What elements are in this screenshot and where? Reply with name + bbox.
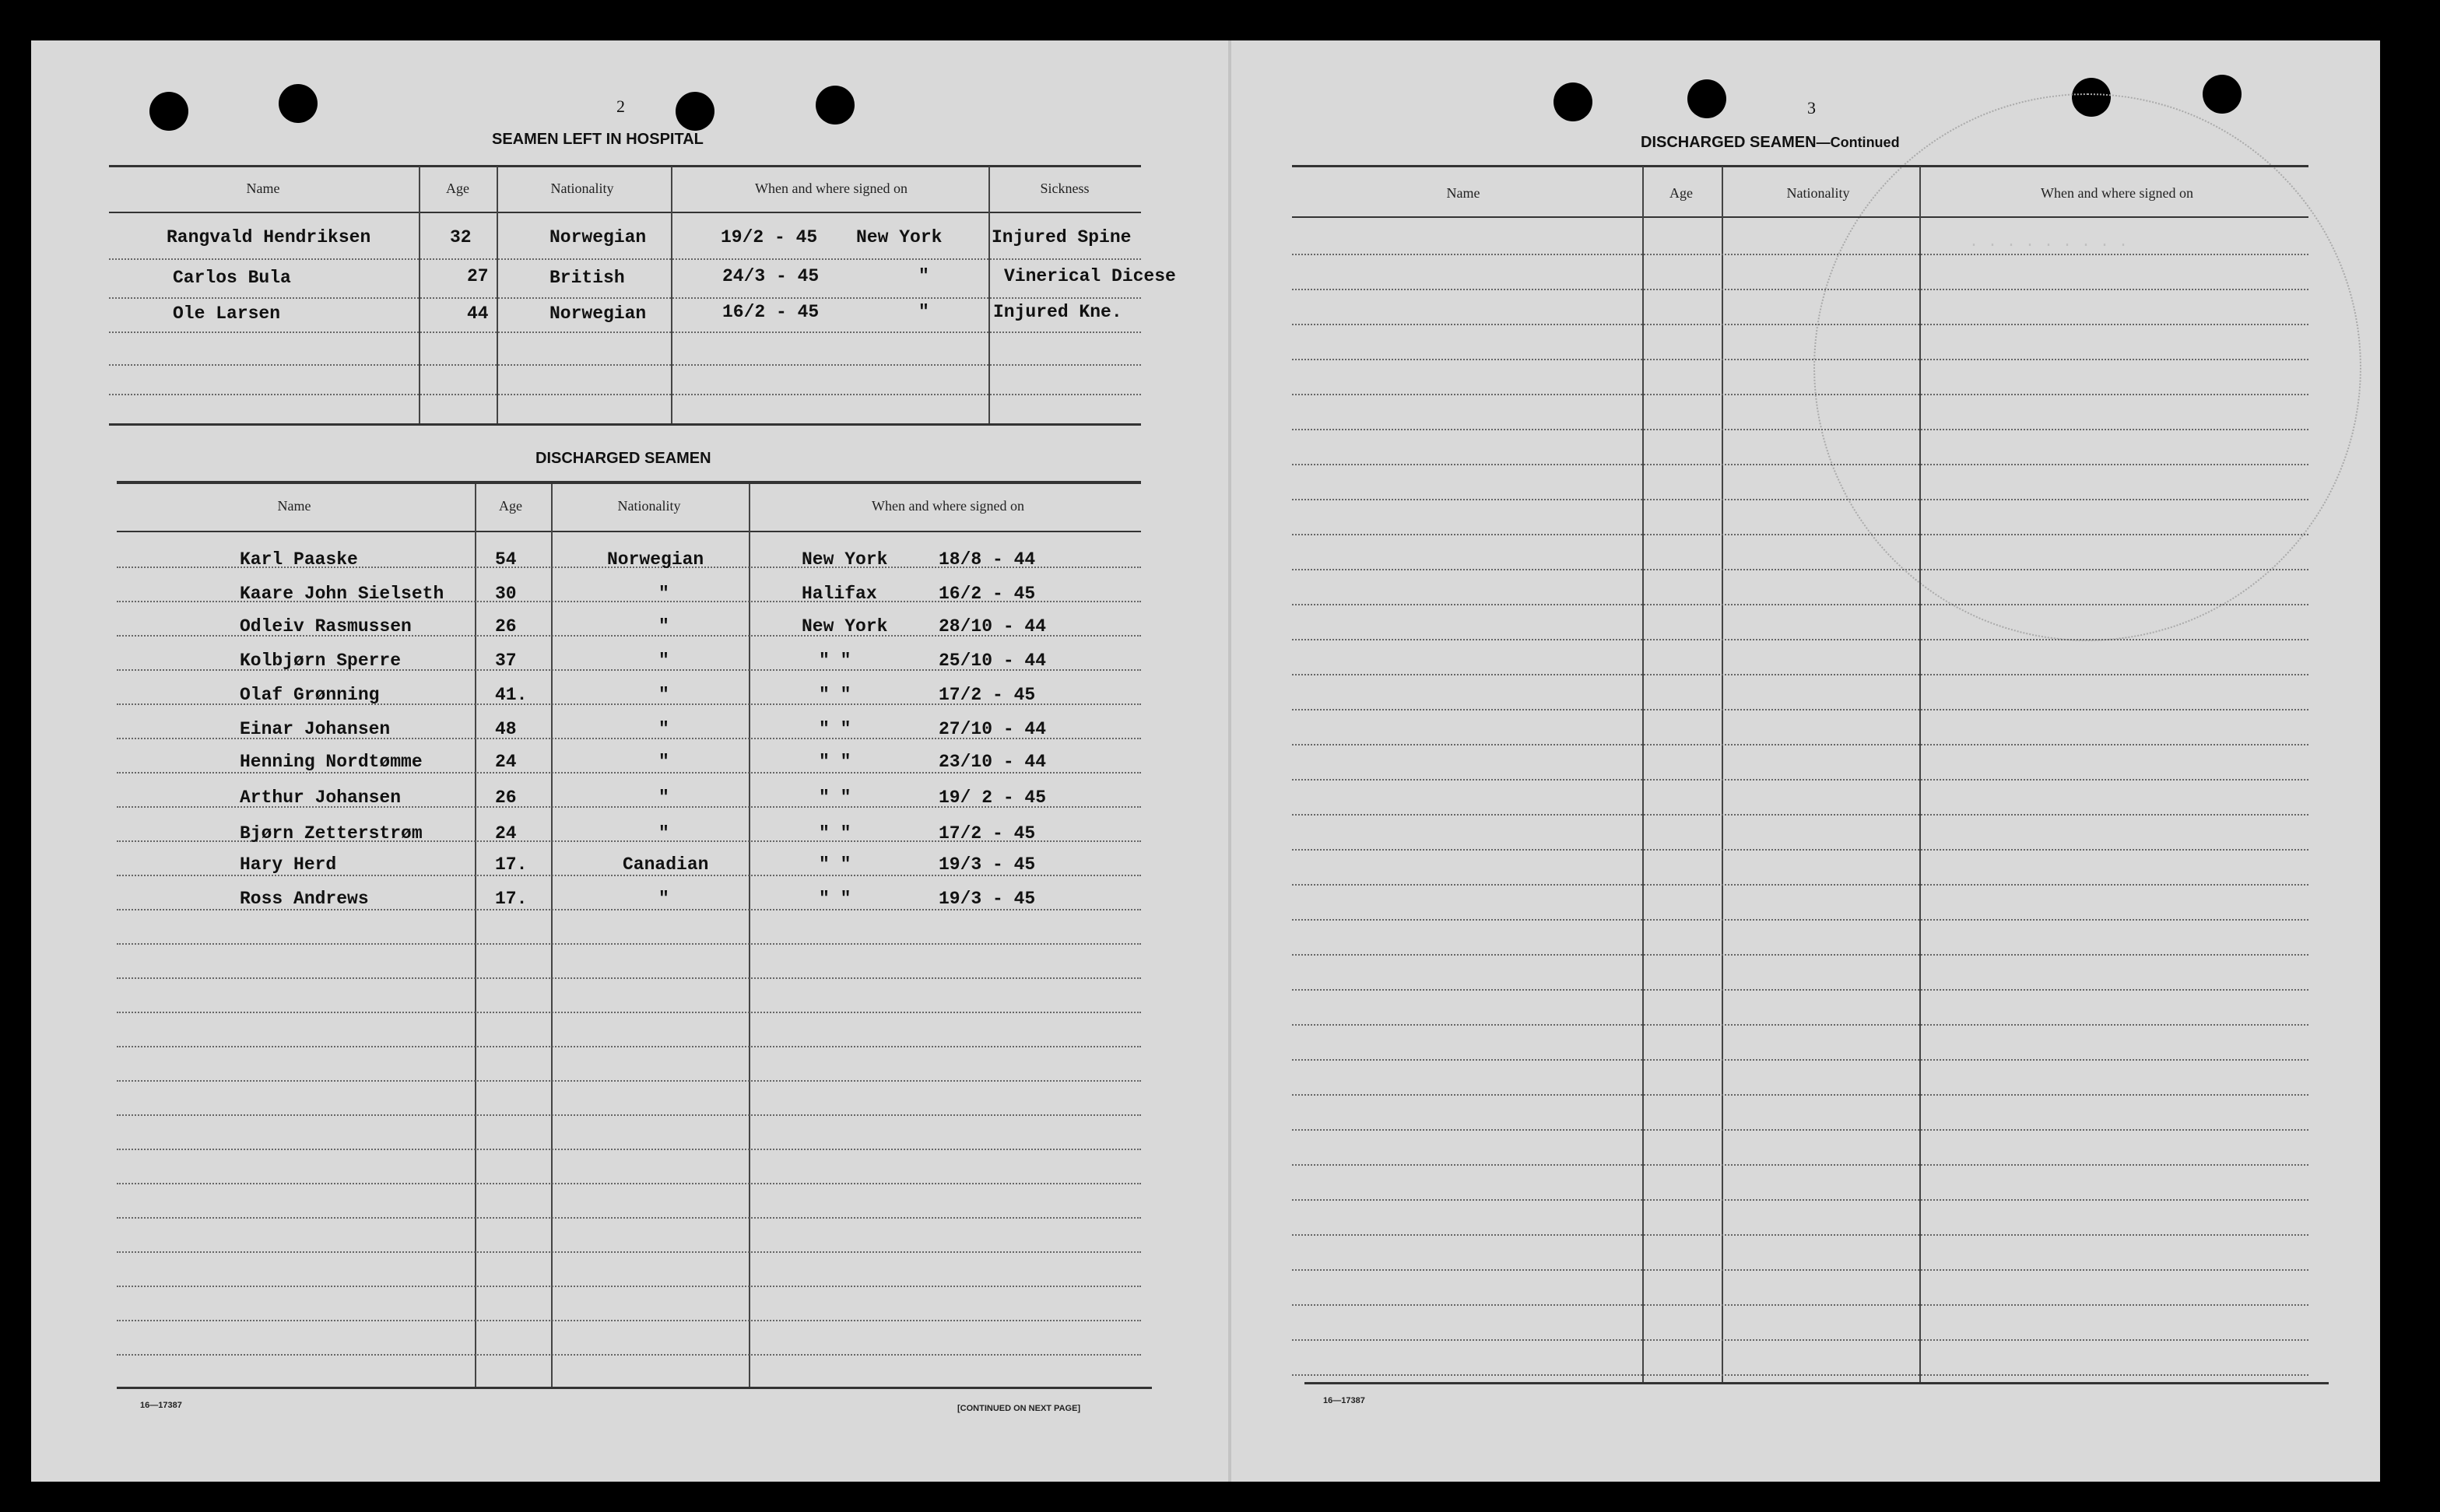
row-line xyxy=(1292,639,2308,640)
discharged-row-place: " " xyxy=(819,651,851,671)
table-top-rule xyxy=(1292,165,2308,167)
hospital-row-date: 19/2 - 45 xyxy=(721,227,818,247)
row-line xyxy=(1292,534,2308,535)
row-line xyxy=(1292,884,2308,886)
row-line xyxy=(1292,1374,2308,1376)
discharged-row-nationality: " xyxy=(658,823,669,844)
column-header-nationality: Nationality xyxy=(550,181,614,196)
row-line xyxy=(1292,499,2308,500)
row-line xyxy=(1292,1164,2308,1166)
discharged-row-name: Kolbjørn Sperre xyxy=(240,651,402,671)
row-line xyxy=(109,332,1141,333)
column-header-signed-on: When and where signed on xyxy=(872,498,1024,514)
hospital-row-age: 44 xyxy=(467,303,489,324)
section-title-hospital: SEAMEN LEFT IN HOSPITAL xyxy=(492,131,704,148)
row-line xyxy=(1292,919,2308,921)
discharged-row-place: " " xyxy=(819,854,851,875)
row-line xyxy=(109,364,1141,366)
discharged-row-date: 19/3 - 45 xyxy=(939,889,1036,909)
discharged-row-name: Karl Paaske xyxy=(240,549,358,570)
discharged-row-date: 16/2 - 45 xyxy=(939,584,1036,604)
discharged-row-date: 23/10 - 44 xyxy=(939,752,1047,772)
row-line xyxy=(1292,674,2308,675)
discharged-row-name: Olaf Grønning xyxy=(240,685,380,705)
hospital-row-name: Carlos Bula xyxy=(173,268,291,288)
discharged-row-age: 26 xyxy=(495,616,517,637)
row-line xyxy=(1292,254,2308,255)
hospital-row-nationality: British xyxy=(549,268,625,288)
row-line xyxy=(1292,1304,2308,1306)
column-header-name: Name xyxy=(246,181,280,196)
discharged-row-nationality: " xyxy=(658,616,669,637)
column-header-signed-on: When and where signed on xyxy=(755,181,908,196)
row-line xyxy=(1292,1129,2308,1131)
continued-note: [CONTINUED ON NEXT PAGE] xyxy=(957,1404,1081,1413)
row-line xyxy=(1292,569,2308,570)
hospital-row-place: " xyxy=(918,266,929,286)
punch-hole xyxy=(149,92,188,131)
row-line xyxy=(117,1354,1141,1356)
discharged-row-nationality: " xyxy=(658,584,669,604)
left-page xyxy=(31,40,1230,1482)
punch-hole xyxy=(676,92,714,131)
row-line xyxy=(1292,324,2308,325)
row-line xyxy=(117,909,1141,910)
row-line xyxy=(117,977,1141,979)
discharged-row-age: 17. xyxy=(495,889,528,909)
table-bottom-rule xyxy=(109,423,1141,426)
page-fold xyxy=(1228,40,1231,1482)
title-main: DISCHARGED SEAMEN xyxy=(1641,134,1817,151)
row-line xyxy=(1292,849,2308,851)
row-line xyxy=(1292,1234,2308,1236)
row-line xyxy=(117,1012,1141,1013)
column-divider xyxy=(419,167,420,423)
table-header-rule xyxy=(109,212,1141,213)
column-divider xyxy=(988,167,990,423)
discharged-row-nationality: " xyxy=(658,651,669,671)
table-header-rule xyxy=(117,531,1141,532)
discharged-row-nationality: Canadian xyxy=(623,854,709,875)
hospital-row-date: 16/2 - 45 xyxy=(722,302,820,322)
discharged-row-name: Arthur Johansen xyxy=(240,788,402,808)
row-line xyxy=(1292,1094,2308,1096)
discharged-row-date: 28/10 - 44 xyxy=(939,616,1047,637)
hospital-row-name: Ole Larsen xyxy=(173,303,281,324)
page-number: 2 xyxy=(616,96,625,116)
row-line xyxy=(1292,1269,2308,1271)
discharged-row-nationality: " xyxy=(658,752,669,772)
discharged-row-nationality: Norwegian xyxy=(607,549,704,570)
row-line xyxy=(1292,604,2308,605)
discharged-row-place: New York xyxy=(802,616,888,637)
discharged-row-place: Halifax xyxy=(802,584,877,604)
discharged-row-age: 54 xyxy=(495,549,517,570)
form-number: 16—17387 xyxy=(140,1401,182,1410)
discharged-row-nationality: " xyxy=(658,719,669,739)
row-line xyxy=(109,258,1141,260)
discharged-row-name: Kaare John Sielseth xyxy=(240,584,444,604)
row-line xyxy=(1292,779,2308,781)
discharged-row-date: 17/2 - 45 xyxy=(939,685,1036,705)
section-title-discharged: DISCHARGED SEAMEN xyxy=(535,450,711,467)
hospital-row-nationality: Norwegian xyxy=(549,303,647,324)
discharged-row-place: " " xyxy=(819,685,851,705)
row-line xyxy=(109,394,1141,395)
column-divider xyxy=(671,167,672,423)
row-line xyxy=(117,1217,1141,1219)
column-header-nationality: Nationality xyxy=(1786,185,1850,201)
discharged-row-age: 17. xyxy=(495,854,528,875)
discharged-row-date: 27/10 - 44 xyxy=(939,719,1047,739)
row-line xyxy=(1292,429,2308,430)
row-line xyxy=(1292,1339,2308,1341)
hospital-row-sickness: Vinerical Dicese xyxy=(1004,266,1176,286)
punch-hole xyxy=(2203,75,2242,114)
page-number: 3 xyxy=(1807,98,1816,118)
discharged-row-nationality: " xyxy=(658,889,669,909)
discharged-row-age: 41. xyxy=(495,685,528,705)
bleed-through-stamp xyxy=(1813,93,2361,641)
discharged-row-age: 48 xyxy=(495,719,517,739)
row-line xyxy=(117,1251,1141,1253)
title-suffix: —Continued xyxy=(1816,135,1900,150)
row-line xyxy=(1292,1024,2308,1026)
row-line xyxy=(1292,989,2308,991)
bleed-through-text: . . . . . . . . . xyxy=(1969,233,2129,251)
table-bottom-rule xyxy=(117,1387,1152,1389)
row-line xyxy=(117,772,1141,774)
column-header-sickness: Sickness xyxy=(1040,181,1090,196)
hospital-row-sickness: Injured Spine xyxy=(992,227,1132,247)
hospital-row-place: " xyxy=(918,302,929,322)
hospital-row-sickness: Injured Kne. xyxy=(993,302,1122,322)
discharged-row-name: Odleiv Rasmussen xyxy=(240,616,412,637)
section-title-discharged-continued xyxy=(1641,134,1900,152)
column-header-name: Name xyxy=(277,498,311,514)
discharged-row-age: 24 xyxy=(495,823,517,844)
row-line xyxy=(1292,464,2308,465)
row-line xyxy=(1292,359,2308,360)
discharged-row-place: New York xyxy=(802,549,888,570)
row-line xyxy=(117,1320,1141,1321)
hospital-row-date: 24/3 - 45 xyxy=(722,266,820,286)
punch-hole xyxy=(1554,82,1592,121)
row-line xyxy=(1292,289,2308,290)
discharged-row-date: 19/3 - 45 xyxy=(939,854,1036,875)
form-number: 16—17387 xyxy=(1323,1396,1365,1405)
row-line xyxy=(117,1183,1141,1184)
row-line xyxy=(1292,394,2308,395)
discharged-row-place: " " xyxy=(819,889,851,909)
table-bottom-rule xyxy=(1304,1382,2329,1384)
row-line xyxy=(109,297,1141,299)
punch-hole xyxy=(279,84,318,123)
discharged-row-name: Bjørn Zetterstrøm xyxy=(240,823,423,844)
discharged-row-place: " " xyxy=(819,752,851,772)
column-header-age: Age xyxy=(499,498,522,514)
discharged-row-name: Henning Nordtømme xyxy=(240,752,423,772)
row-line xyxy=(1292,744,2308,745)
discharged-row-date: 18/8 - 44 xyxy=(939,549,1036,570)
table-top-rule xyxy=(109,165,1141,167)
column-header-age: Age xyxy=(1669,185,1693,201)
row-line xyxy=(1292,1199,2308,1201)
row-line xyxy=(117,1046,1141,1047)
row-line xyxy=(117,1149,1141,1150)
column-divider xyxy=(497,167,498,423)
table-top-rule xyxy=(117,481,1141,484)
discharged-row-age: 26 xyxy=(495,788,517,808)
column-header-nationality: Nationality xyxy=(617,498,681,514)
discharged-row-place: " " xyxy=(819,788,851,808)
discharged-row-date: 19/ 2 - 45 xyxy=(939,788,1047,808)
row-line xyxy=(1292,709,2308,710)
row-line xyxy=(1292,814,2308,816)
column-header-name: Name xyxy=(1446,185,1480,201)
discharged-row-name: Ross Andrews xyxy=(240,889,369,909)
discharged-row-age: 24 xyxy=(495,752,517,772)
row-line xyxy=(117,1114,1141,1116)
discharged-row-name: Einar Johansen xyxy=(240,719,391,739)
hospital-row-name: Rangvald Hendriksen xyxy=(167,227,371,247)
discharged-row-age: 30 xyxy=(495,584,517,604)
column-header-signed-on: When and where signed on xyxy=(2041,185,2193,201)
row-line xyxy=(117,943,1141,945)
hospital-row-nationality: Norwegian xyxy=(549,227,647,247)
punch-hole xyxy=(1687,79,1726,118)
discharged-row-age: 37 xyxy=(495,651,517,671)
row-line xyxy=(117,1080,1141,1082)
table-header-rule xyxy=(1292,216,2308,218)
row-line xyxy=(117,1286,1141,1287)
discharged-row-date: 17/2 - 45 xyxy=(939,823,1036,844)
discharged-row-place: " " xyxy=(819,823,851,844)
discharged-row-place: " " xyxy=(819,719,851,739)
row-line xyxy=(1292,954,2308,956)
discharged-row-nationality: " xyxy=(658,685,669,705)
row-line xyxy=(117,875,1141,876)
hospital-row-place: New York xyxy=(856,227,943,247)
punch-hole xyxy=(816,86,855,125)
discharged-row-date: 25/10 - 44 xyxy=(939,651,1047,671)
hospital-row-age: 32 xyxy=(450,227,472,247)
row-line xyxy=(1292,1059,2308,1061)
discharged-row-nationality: " xyxy=(658,788,669,808)
discharged-row-name: Hary Herd xyxy=(240,854,337,875)
column-header-age: Age xyxy=(446,181,469,196)
hospital-row-age: 27 xyxy=(467,266,489,286)
